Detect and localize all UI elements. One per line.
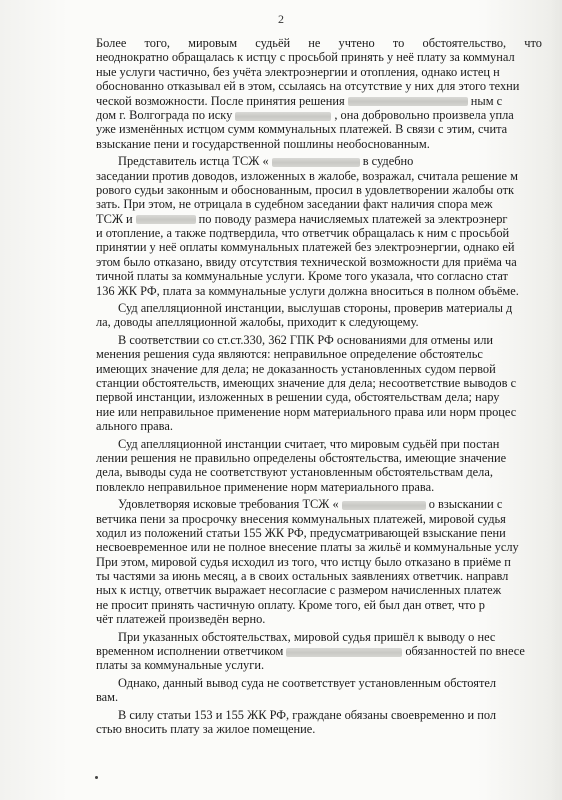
text-line: первой инстанции, изложенных в решении суда, обстоятельствам дела; нару — [96, 390, 500, 405]
redacted-text — [342, 501, 426, 510]
text-line: ветчика пени за просрочку внесения коммунальных платежей, мировой судья — [96, 511, 506, 526]
redacted-text — [136, 215, 196, 224]
text-line: уже изменённых истцом сумм коммунальных платежей. В связи с этим, счита — [96, 122, 508, 137]
page-number: 2 — [278, 12, 284, 26]
text-line-end: , она добровольно произвела упла — [334, 107, 514, 122]
text-line: неоднократно обращалась к истцу с просьбой принять у неё плату за коммунал — [96, 50, 515, 65]
text-line-end: в судебно — [362, 154, 414, 169]
text-line — [96, 212, 562, 226]
text-line: ные услуги частично, без учёта электроэнергии и отопления, однако истец н — [96, 64, 500, 79]
text-line: ходил из положений статьи 155 ЖК РФ, предусматривающей взыскание пени — [96, 525, 506, 540]
text-line: тичной платы за коммунальные услуги. Кроме того указала, что согласно стат — [96, 269, 508, 284]
text-line: несвоевременное или не полное внесение платы за жильё и коммунальные услу — [96, 540, 519, 555]
text-line: ла, доводы апелляционной жалобы, приходит к следующему. — [96, 315, 419, 330]
text-line: ты частями за июнь месяц, а в своих остальных заявлениях ответчик. направл — [96, 569, 509, 584]
text-line: дела, выводы суда не соответствуют установленным обстоятельствам дела, — [96, 465, 493, 480]
text-line: Суд апелляционной инстанции, выслушав стороны, проверив материалы д — [118, 301, 513, 316]
scan-speck — [95, 776, 98, 779]
document-body — [96, 36, 562, 736]
text-line-start: ТСЖ и — [96, 211, 133, 226]
text-line: повлекло неправильное применение норм материального права. — [96, 479, 435, 494]
text-line-start: временном исполнении ответчиком — [96, 644, 284, 659]
text-line: ального права. — [96, 419, 173, 434]
text-line: станции обстоятельств, имеющих значение для дела; несоответствие выводов с — [96, 375, 517, 390]
text-line: В соответствии со ст.ст.330, 362 ГПК РФ основаниями для отмены или — [118, 332, 494, 347]
text-line: лении решения не правильно определены обстоятельства, имеющие значение — [96, 450, 507, 465]
text-line: ных к истцу, ответчик выражает несогласие с размером начисленных платеж — [96, 583, 502, 598]
text-line: При указанных обстоятельствах, мировой судья пришёл к выводу о нес — [118, 629, 496, 644]
text-line: обоснованно отказывал ей в этом, ссылаясь на отсутствие у них для этого техни — [96, 79, 520, 94]
text-line: В силу статьи 153 и 155 ЖК РФ, граждане обязаны своевременно и пол — [118, 707, 497, 722]
text-line: платы за коммунальные услуги. — [96, 658, 265, 673]
text-line — [96, 108, 562, 122]
text-line — [96, 644, 562, 658]
text-line-end: по поводу размера начисляемых платежей за электроэнерг — [198, 211, 508, 226]
text-line: имеющих значение для дела; не доказанность установленных судом первой — [96, 361, 496, 376]
text-line: принятии у неё оплаты коммунальных платежей без электроэнергии, однако ей — [96, 240, 515, 255]
text-line-end: о взыскании с — [428, 497, 503, 512]
text-line: Более того, мировым судьёй не учтено то обстоятельство, что — [96, 36, 542, 50]
text-line: взыскание пени и государственной пошлины необоснованным. — [96, 136, 430, 151]
text-line — [96, 497, 562, 511]
text-line: При этом, мировой судья исходил из того, что истцу было отказано в приёме п — [96, 554, 511, 569]
text-line-start: дом г. Волгограда по иску — [96, 107, 233, 122]
text-line — [96, 154, 562, 168]
text-line-end: обязанностей по внесе — [405, 644, 525, 659]
page-edge-shadow — [550, 0, 562, 800]
text-line: рового судьи законным и обоснованным, просил в удовлетворении жалобы отк — [96, 182, 515, 197]
text-line — [96, 94, 562, 108]
text-line-start: ческой возможности. После принятия решения — [96, 93, 345, 108]
text-line: Суд апелляционной инстанции считает, что мировым судьёй при постан — [118, 436, 500, 451]
redacted-text — [348, 97, 468, 106]
text-line: ние или неправильное применение норм материального права или норм процес — [96, 404, 517, 419]
text-line: 136 ЖК РФ, плата за коммунальные услуги должна вноситься в полном объёме. — [96, 283, 519, 298]
text-line: этом было отказано, ввиду отсутствия технической возможности для приёма ча — [96, 254, 517, 269]
text-line: Однако, данный вывод суда не соответствует установленным обстоятел — [118, 675, 497, 690]
text-line: и отопление, а также подтвердила, что ответчик обращалась к ним с просьбой — [96, 226, 510, 241]
text-line: не просит принять частичную оплату. Кроме того, ей был дан ответ, что р — [96, 597, 485, 612]
redacted-text — [286, 648, 402, 657]
text-line-start: Удовлетворяя исковые требования ТСЖ « — [118, 497, 339, 512]
text-line-end: ным с — [470, 93, 503, 108]
text-line: заседании против доводов, изложенных в жалобе, возражал, считала решение м — [96, 168, 518, 183]
text-line: чёт платежей произведён верно. — [96, 612, 266, 627]
text-line: стью вносить плату за жилое помещение. — [96, 721, 316, 736]
text-line: зать. При этом, не отрицала в судебном заседании факт наличия спора меж — [96, 197, 493, 212]
redacted-text — [272, 158, 360, 167]
text-line: менения решения суда являются: неправильное определение обстоятельс — [96, 347, 483, 362]
redacted-text — [235, 112, 331, 121]
text-line-start: Представитель истца ТСЖ « — [118, 154, 269, 169]
text-line: вам. — [96, 690, 119, 705]
